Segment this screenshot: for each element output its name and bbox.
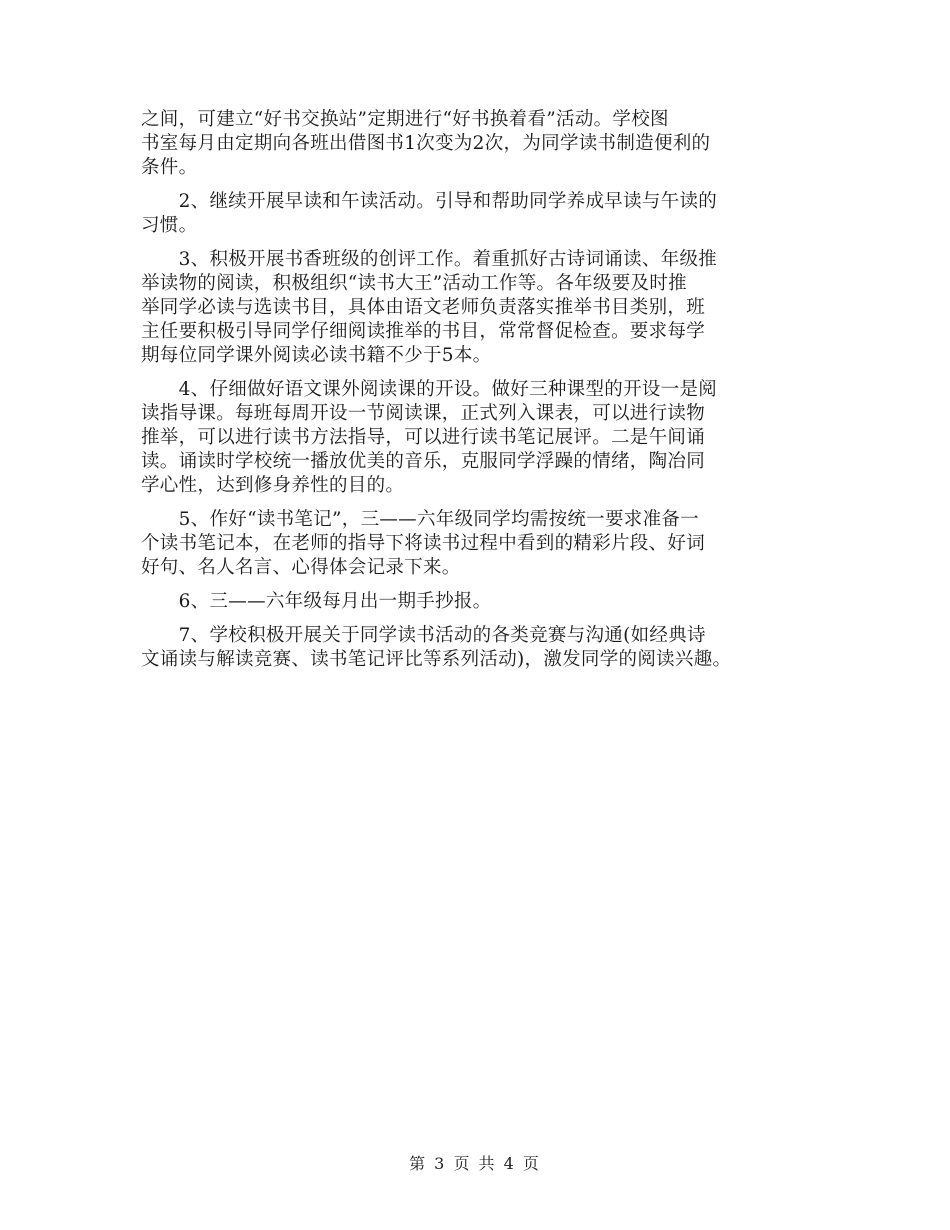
text-line: 之间，可建立“好书交换站”定期进行“好书换着看”活动。学校图 [141,109,669,130]
page-number-footer: 第 3 页 共 4 页 [409,1154,541,1173]
text-line: 读。诵读时学校统一播放优美的音乐，克服同学浮躁的情绪，陶冶同 [141,451,706,472]
text-line: 习惯。 [141,215,198,236]
text-line: 6、三——六年级每月出一期手抄报。 [141,591,492,612]
text-line: 举同学必读与选读书目，具体由语文老师负责落实推举书目类别，班 [141,297,706,318]
text-line: 4、仔细做好语文课外阅读课的开设。做好三种课型的开设一是阅 [141,379,718,400]
text-line: 好句、名人名言、心得体会记录下来。 [141,557,461,578]
paragraph-item-7 [141,624,821,672]
text-line: 学心性，达到修身养性的目的。 [141,475,405,496]
paragraph-item-4 [141,378,821,498]
text-line: 主任要积极引导同学仔细阅读推举的书目，常常督促检查。要求每学 [141,321,706,342]
text-line: 读指导课。每班每周开设一节阅读课，正式列入课表，可以进行读物 [141,403,706,424]
text-line: 个读书笔记本，在老师的指导下将读书过程中看到的精彩片段、好词 [141,533,706,554]
text-line: 书室每月由定期向各班出借图书1次变为2次，为同学读书制造便利的 [141,133,711,154]
text-line: 文诵读与解读竞赛、读书笔记评比等系列活动)，激发同学的阅读兴趣。 [141,649,732,670]
paragraph-item-5 [141,508,821,580]
text-line: 7、学校积极开展关于同学读书活动的各类竞赛与沟通(如经典诗 [141,625,706,646]
paragraph-item-6 [141,590,821,614]
text-line: 推举，可以进行读书方法指导，可以进行读书笔记展评。二是午间诵 [141,427,706,448]
text-line: 举读物的阅读，积极组织“读书大王”活动工作等。各年级要及时推 [141,273,687,294]
paragraph-continuation [141,108,821,180]
paragraph-item-3 [141,248,821,368]
text-line: 期每位同学课外阅读必读书籍不少于5本。 [141,345,492,366]
text-line: 3、积极开展书香班级的创评工作。着重抓好古诗词诵读、年级推 [141,249,718,270]
document-body [141,108,821,672]
text-line: 条件。 [141,157,198,178]
paragraph-item-2 [141,190,821,238]
text-line: 2、继续开展早读和午读活动。引导和帮助同学养成早读与午读的 [141,191,718,212]
text-line: 5、作好“读书笔记”，三——六年级同学均需按统一要求准备一 [141,509,699,530]
